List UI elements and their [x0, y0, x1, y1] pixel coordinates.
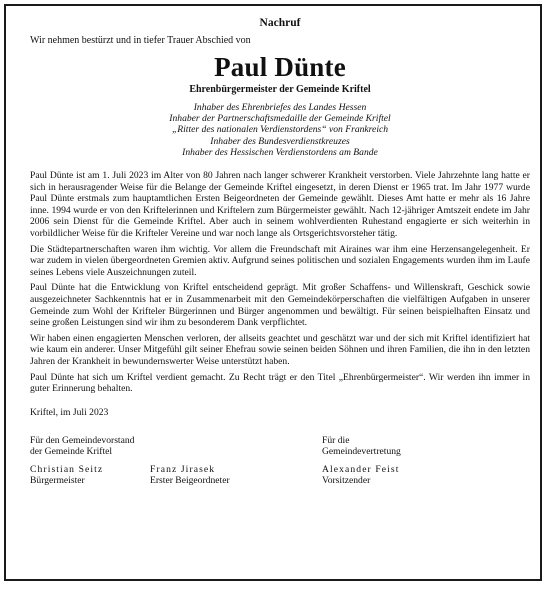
signatory-org: Für die — [322, 434, 350, 446]
signatory-role: Bürgermeister — [30, 475, 85, 487]
body-paragraph: Die Städtepartnerschaften waren ihm wichtig. Vor allem die Freundschaft mit Airaines war ihm eine Herzensangelegenheit. Er war zudem in vielen übergeordneten Gremien aktiv. Aufgrund seines politischen und sozialen Engagements wurden ihm im Laufe seines Lebens viele Auszeichnungen zuteil. — [30, 243, 530, 278]
signatory-name: Alexander Feist — [322, 463, 400, 475]
signature-left — [30, 435, 134, 487]
honor-item: Inhaber des Hessischen Verdienstordens am Bande — [182, 146, 378, 158]
honor-item: Inhaber des Bundesverdienstkreuzes — [210, 135, 350, 147]
deceased-name: Paul Dünte — [214, 52, 346, 82]
signature-middle — [150, 464, 230, 487]
obituary-border — [4, 4, 542, 581]
signatory-name: Christian Seitz — [30, 463, 104, 475]
intro-line: Wir nehmen bestürzt und in tiefer Trauer Abschied von — [30, 35, 251, 46]
body-paragraph: Paul Dünte ist am 1. Juli 2023 im Alter von 80 Jahren nach langer schwerer Krankheit verstorben. Viele Jahrzehnte lang hatte er sich in herausragender Weise für die Belange der Gemeinde Kriftel eingesetzt, in deren Dienst er 1965 trat. Im Jahr 1977 wurde Paul Dünte erstmals zum hauptamtlichen Ersten Beigeordneten der Gemeinde gewählt. Dieses Amt hatte er mehr als 16 Jahre inne. 1994 wurde er von den Kriftelerinnen und Kriftelern zum Bürgermeister gewählt. Nach 12-jähriger Amtszeit endete im Jahr 2006 sein Dienst für die Gemeinde Kriftel. Aber auch in seinem wohlverdienten Ruhestand engagierte er sich weiterhin in vorbildlicher Weise für die Krifteler Vereine und war noch lange als Ortsgerichtsvorsteher tätig. — [30, 170, 530, 239]
signature-right — [322, 435, 401, 487]
body-paragraph: Wir haben einen engagierten Menschen verloren, der allseits geachtet und geschätzt war und der sich mit Kriftel identifiziert hat wie kaum ein anderer. Unser Mitgefühl gilt seiner Ehefrau sowie seinen beiden Söhnen und ihren Familien, die ihn in den letzten Jahren der Krankheit in bewundernswerter Weise unterstützt haben. — [30, 332, 530, 367]
signature-block — [30, 435, 530, 491]
signatory-org: Gemeindevertretung — [322, 446, 401, 458]
body-paragraph: Paul Dünte hat die Entwicklung von Kriftel entscheidend geprägt. Mit großer Schaffens- und Willenskraft, Geschick sowie ausgezeichneter Sachkenntnis hat er in Zusammenarbeit mit den Gemeindekörperschaften die vielfältigen Aufgaben in unserer Gemeinde zum Wohl der Krifteler Bürgerinnen und Bürger angenommen und bewältigt. Für seinen beispielhaften Einsatz und seine großen Leistungen sind wir ihm zu besonderem Dank verpflichtet. — [30, 282, 530, 329]
honor-item: Inhaber des Ehrenbriefes des Landes Hessen — [193, 102, 367, 113]
deceased-title: Ehrenbürgermeister der Gemeinde Kriftel — [189, 84, 371, 95]
signatory-role: Erster Beigeordneter — [150, 475, 230, 487]
honor-item: „Ritter des nationalen Verdienstordens“ von Frankreich — [171, 124, 389, 136]
obituary-content — [30, 16, 530, 491]
body-paragraph: Paul Dünte hat sich um Kriftel verdient gemacht. Zu Recht trägt er den Titel „Ehrenbürgermeister“. Wir werden ihn immer in guter Erinnerung behalten. — [30, 371, 530, 395]
signatory-role: Vorsitzender — [322, 475, 371, 487]
honor-item: Inhaber der Partnerschaftsmedaille der Gemeinde Kriftel — [169, 113, 391, 125]
signatory-name: Franz Jirasek — [150, 463, 216, 475]
obituary-heading: Nachruf — [259, 17, 301, 29]
signatory-org: Für den Gemeindevorstand — [30, 434, 135, 446]
honors-list — [30, 102, 530, 158]
place-date: Kriftel, im Juli 2023 — [30, 406, 109, 418]
signatory-org: der Gemeinde Kriftel — [30, 446, 113, 458]
